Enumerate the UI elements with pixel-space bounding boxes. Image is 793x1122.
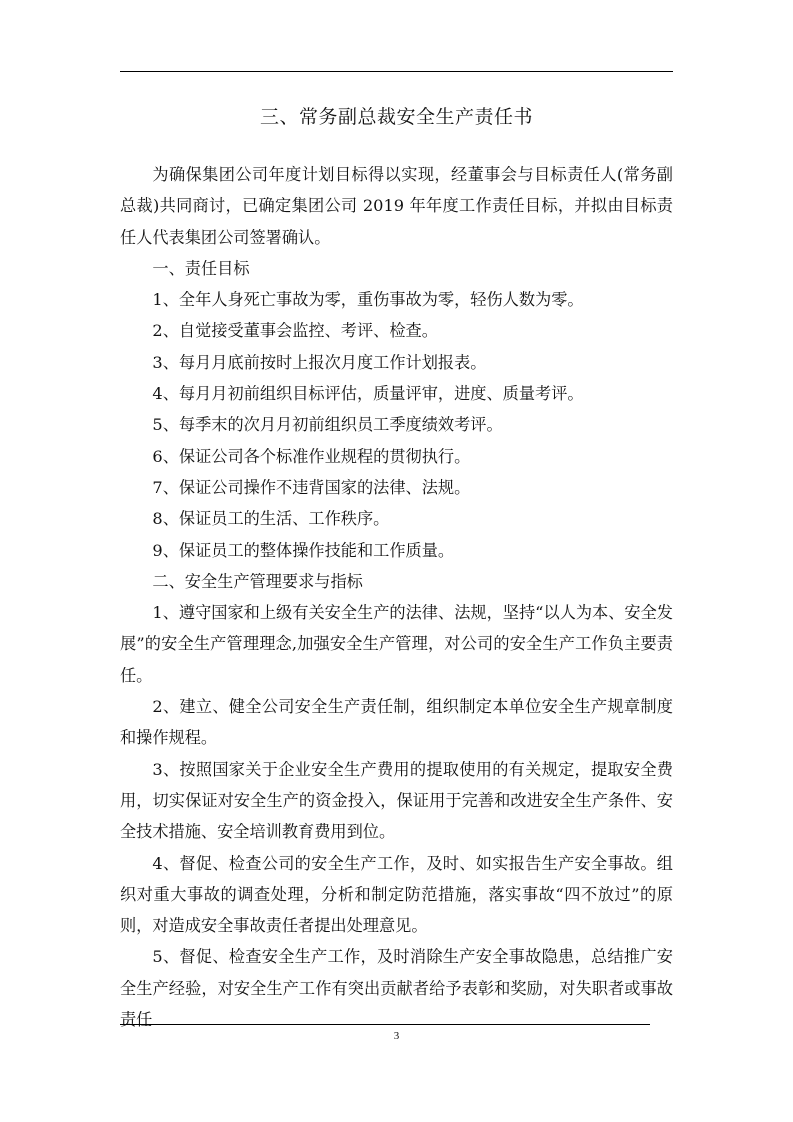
list-item: 4、每月月初前组织目标评估，质量评审，进度、质量考评。 bbox=[152, 384, 584, 404]
list-item: 2、自觉接受董事会监控、考评、检查。 bbox=[152, 321, 438, 341]
document-title: 三、常务副总裁安全生产责任书 bbox=[259, 106, 533, 128]
list-item: 5、每季末的次月月初前组织员工季度绩效考评。 bbox=[152, 415, 503, 435]
list-item: 7、保证公司操作不违背国家的法律、法规。 bbox=[152, 477, 471, 497]
list-item: 6、保证公司各个标准作业规程的贯彻执行。 bbox=[152, 446, 471, 466]
header-rule bbox=[120, 71, 673, 72]
list-item: 5、督促、检查安全生产工作，及时消除生产安全事故隐患，总结推广安全生产经验，对安全生产工作有突出贡献者给予表彰和奖励，对失职者或事故责任 bbox=[120, 947, 673, 1030]
list-item: 8、保证员工的生活、工作秩序。 bbox=[152, 509, 390, 529]
page-number: 3 bbox=[393, 1030, 400, 1042]
list-item: 2、建立、健全公司安全生产责任制，组织制定本单位安全生产规章制度和操作规程。 bbox=[120, 697, 673, 748]
list-item: 3、每月月底前按时上报次月度工作计划报表。 bbox=[152, 352, 487, 372]
section-heading: 二、安全生产管理要求与指标 bbox=[152, 571, 363, 591]
document-body bbox=[120, 159, 673, 1035]
intro-paragraph: 为确保集团公司年度计划目标得以实现，经董事会与目标责任人(常务副总裁)共同商讨，已确定集团公司 2019 年年度工作责任目标，并拟由目标责任人代表集团公司签署确认。 bbox=[120, 165, 673, 247]
list-item: 1、全年人身死亡事故为零，重伤事故为零，轻伤人数为零。 bbox=[152, 290, 584, 310]
footer-rule bbox=[120, 1024, 650, 1025]
list-item: 4、督促、检查公司的安全生产工作，及时、如实报告生产安全事故。组织对重大事故的调查处理，分析和制定防范措施，落实事故“四不放过”的原则，对造成安全事故责任者提出处理意见。 bbox=[120, 853, 673, 936]
section-heading: 一、责任目标 bbox=[152, 258, 250, 278]
list-item: 1、遵守国家和上级有关安全生产的法律、法规，坚持“以人为本、安全发展”的安全生产管理理念,加强安全生产管理，对公司的安全生产工作负主要责任。 bbox=[120, 603, 673, 685]
list-item: 3、按照国家关于企业安全生产费用的提取使用的有关规定，提取安全费用，切实保证对安全生产的资金投入，保证用于完善和改进安全生产条件、安全技术措施、安全培训教育费用到位。 bbox=[120, 759, 673, 842]
list-item: 9、保证员工的整体操作技能和工作质量。 bbox=[152, 540, 455, 560]
